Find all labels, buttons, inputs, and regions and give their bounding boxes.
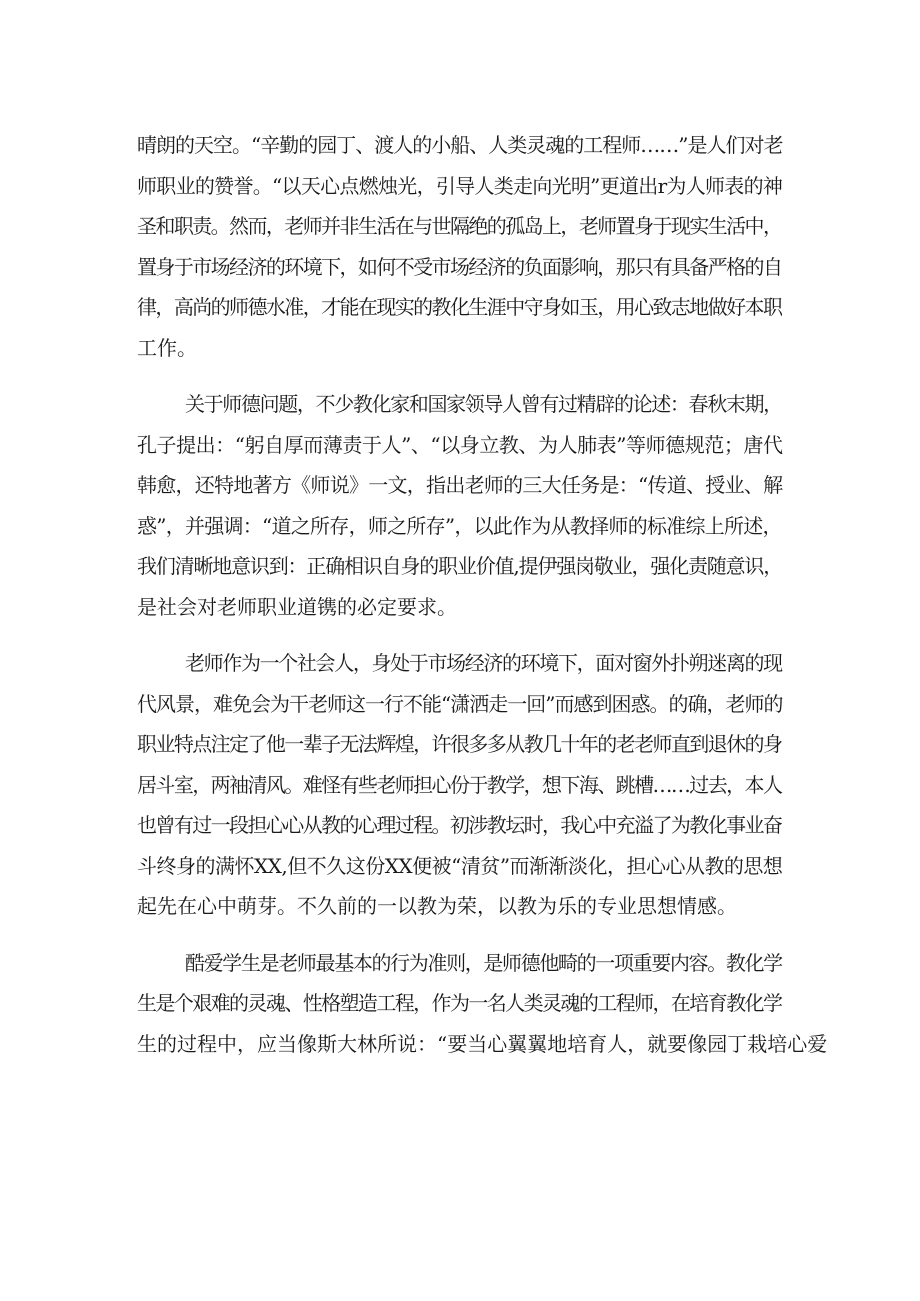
- paragraph-line: 孔子提出：“躬自厚而薄责于人”、“以身立教、为人肺表”等师德规范；唐代: [137, 432, 783, 457]
- document-body: [137, 125, 828, 1080]
- paragraph-line: 代风景，难免会为干老师这一行不能“潇洒走一回”而感到困惑。的确，老师的: [137, 691, 783, 716]
- paragraph-line: 酷爱学生是老师最基本的行为准则，是师德他畸的一项重要内容。教化学: [185, 950, 782, 975]
- paragraph-line: 置身于市场经济的环境下，如何不受市场经济的负面影响，那只有具备严格的自: [137, 254, 782, 279]
- paragraph-line: 斗终身的满怀XX,但不久这份XX便被“清贫”而渐渐淡化，担心心从教的思想: [137, 853, 783, 878]
- paragraph-line: 老师作为一个社会人，身处于市场经济的环境下，面对窗外扑朔迷离的现: [185, 651, 782, 675]
- paragraph: [137, 384, 783, 627]
- paragraph-line: 工作。: [137, 335, 197, 360]
- paragraph-line: 律，高尚的师德水准，才能在现实的教化生涯中守身如玉，用心致志地做好本职: [137, 295, 782, 319]
- paragraph-line: 也曾有过一段担心心从教的心理过程。初涉教坛时，我心中充溢了为教化事业奋: [137, 813, 782, 837]
- paragraph-line: 生的过程中，应当像斯大林所说：“要当心翼翼地培育人，就要像园丁栽培心爱: [137, 1031, 828, 1056]
- paragraph: [137, 125, 783, 368]
- paragraph-line: 是社会对老师职业道镌的必定要求。: [137, 594, 457, 619]
- paragraph-line: 晴朗的天空。“辛勤的园丁、渡人的小船、人类灵魂的工程师……”是人们对老: [137, 133, 783, 157]
- paragraph: [137, 643, 783, 927]
- paragraph-line: 师职业的赞誉。“以天心点燃烛光，引导人类走向光明”更道出r为人师表的神: [137, 173, 783, 198]
- paragraph-line: 起先在心中萌芽。不久前的一以教为荣，以教为乐的专业思想情感。: [137, 894, 737, 918]
- paragraph-line: 居斗室，两袖清风。难怪有些老师担心份于教学，想下海、跳槽……过去，本人: [137, 772, 782, 797]
- paragraph-line: 我们清晰地意识到：正确相识自身的职业价值,提伊强岗敬业，强化责随意识，: [137, 554, 783, 578]
- paragraph: [137, 943, 828, 1065]
- paragraph-line: 惑”，并强调：“道之所存，师之所存”，以此作为从教择师的标准综上所述，: [137, 513, 782, 538]
- paragraph-line: 职业特点注定了他一辈子无法辉煌，许很多多从教几十年的老老师直到退休的身: [137, 732, 782, 756]
- paragraph-line: 韩愈，还特地著方《师说》一文，指出老师的三大任务是：“传道、授业、解: [137, 473, 783, 497]
- paragraph-line: 关于师德问题，不少教化家和国家领导人曾有过精辟的论述：春秋末期，: [185, 392, 782, 416]
- paragraph-line: 生是个艰难的灵魂、性格塑造工程，作为一名人类灵魂的工程师，在培育教化学: [137, 991, 782, 1015]
- paragraph-line: 圣和职责。然而，老师并非生活在与世隔绝的孤岛上，老师置身于现实生活中，: [137, 214, 782, 238]
